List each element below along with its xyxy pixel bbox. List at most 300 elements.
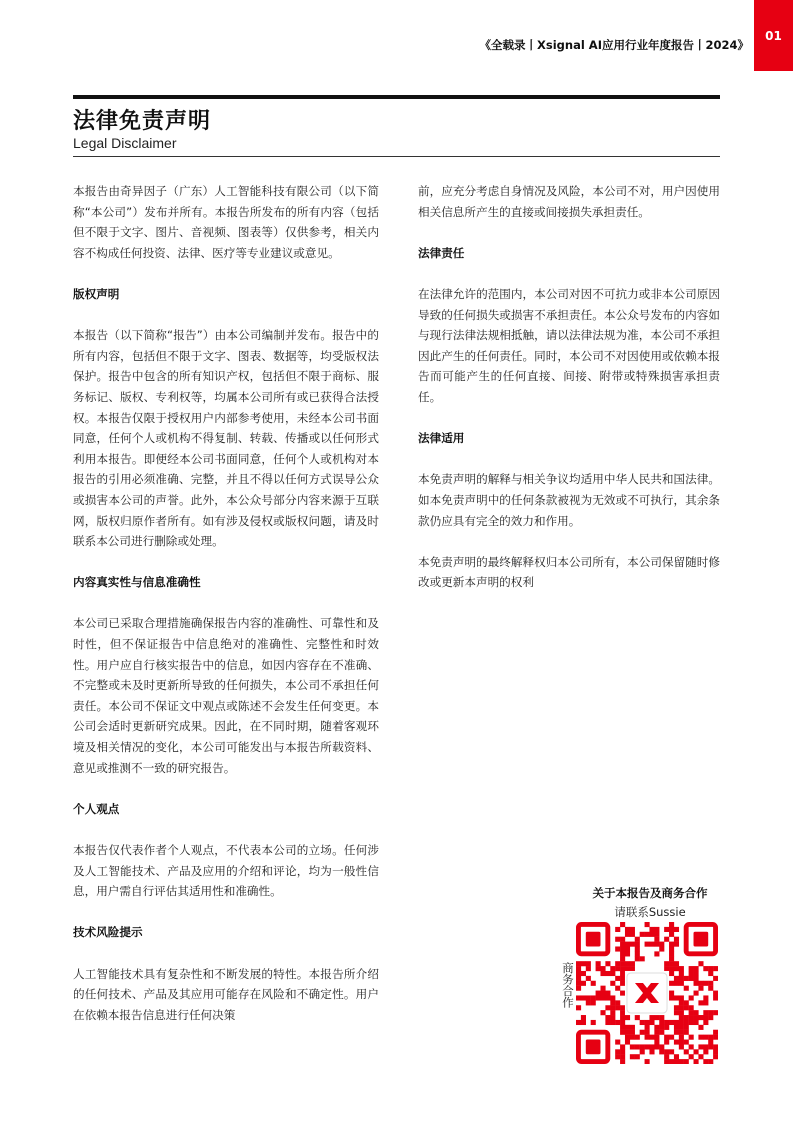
qr-module [703,1020,708,1025]
qr-finder-center [586,1040,601,1055]
qr-module [615,986,620,991]
qr-module [669,932,674,937]
qr-module [645,1035,650,1040]
copyright-heading: 版权声明 [73,286,120,301]
qr-module [610,1010,615,1015]
qr-module [620,1049,625,1054]
qr-module [679,1025,684,1030]
qr-module [669,1020,674,1025]
qr-module [659,1015,664,1020]
qr-module [679,1005,684,1010]
qr-module [610,1015,615,1020]
qr-module [679,1015,684,1020]
qr-module [694,1049,699,1054]
qr-module [669,971,674,976]
qr-module [645,922,650,927]
qr-module [689,1035,694,1040]
qr-module [630,1035,635,1040]
qr-module [698,1054,703,1059]
qr-module [679,1044,684,1049]
qr-module [620,1030,625,1035]
qr-module [596,961,601,966]
qr-module [669,942,674,947]
qr-module [630,1025,635,1030]
qr-module [605,991,610,996]
qr-module [576,966,581,971]
qr-module [615,937,620,942]
qr-module [610,966,615,971]
qr-module [620,937,625,942]
qr-module [581,995,586,1000]
qr-module [625,961,630,966]
qr-module [689,1005,694,1010]
qr-module [713,991,718,996]
qr-module [664,1035,669,1040]
qr-module [635,937,640,942]
qr-module [698,1015,703,1020]
qr-module [605,971,610,976]
qr-module [698,986,703,991]
qr-module [649,927,654,932]
qr-module [654,951,659,956]
qr-module [576,981,581,986]
qr-module [674,1054,679,1059]
qr-module [620,1054,625,1059]
qr-module [694,966,699,971]
qr-module [649,1020,654,1025]
qr-module [600,966,605,971]
qr-module [576,986,581,991]
qr-module [698,981,703,986]
qr-code-icon[interactable] [576,922,718,1064]
qr-module [669,951,674,956]
qr-module [586,1000,591,1005]
qr-module [635,1035,640,1040]
qr-module [615,1054,620,1059]
qr-module [664,966,669,971]
qr-module [620,991,625,996]
qr-module [645,932,650,937]
page-number-tab [754,0,793,71]
qr-module [669,966,674,971]
qr-module [713,1049,718,1054]
qr-module [635,1054,640,1059]
qr-module [689,976,694,981]
qr-module [586,961,591,966]
qr-module [664,961,669,966]
qr-module [659,1025,664,1030]
qr-module [664,1054,669,1059]
qr-module [586,966,591,971]
qr-module [610,1005,615,1010]
qr-module [708,986,713,991]
qr-module [713,1044,718,1049]
qr-module [689,1010,694,1015]
qr-module [684,1000,689,1005]
qr-module [586,976,591,981]
qr-module [581,971,586,976]
qr-module [630,942,635,947]
qr-module [708,981,713,986]
qr-module [654,1040,659,1045]
qr-module [679,1010,684,1015]
qr-module [625,942,630,947]
qr-module [689,1020,694,1025]
qr-module [591,995,596,1000]
qr-module [703,1059,708,1064]
qr-module [615,961,620,966]
qr-module [630,1054,635,1059]
qr-module [684,1025,689,1030]
qr-module [620,956,625,961]
qr-module [625,1030,630,1035]
heading-rule-bottom [73,156,720,157]
qr-module [659,1049,664,1054]
page-subtitle: Legal Disclaimer [73,135,177,151]
qr-module [605,995,610,1000]
qr-module [630,1030,635,1035]
qr-module [600,995,605,1000]
qr-module [684,1059,689,1064]
qr-module [649,942,654,947]
qr-module [645,1059,650,1064]
qr-module [645,942,650,947]
qr-module [630,927,635,932]
qr-module [659,1030,664,1035]
qr-module [703,1049,708,1054]
copyright-paragraph: 本报告（以下简称“报告”）由本公司编制并发布。报告中的所有内容，包括但不限于文字、图表、数据等，均受版权法保护。报告中包含的所有知识产权，包括但不限于商标、服务标记、版权、专利权等，均属本公司所有或已获得合法授权。本报告仅限于授权用户内部参考使用，未经本公司书面同意，任何个人或机构不得复制、转载、传播或以任何形式利用本报告。即便经本公司书面同意，任何个人或机构对本报告的引用必须准确、完整，并且不得以任何方式误导公众或损害本公司的声誉。此外，本公众号部分内容来源于互联网，版权归原作者所有。如有涉及侵权或版权问题，请及时联系本公司进行删除或处理。 [73,328,379,549]
qr-module [615,1049,620,1054]
qr-module [625,1025,630,1030]
heading-rule-top [73,95,720,99]
qr-module [679,1059,684,1064]
qr-module [684,1030,689,1035]
qr-module [654,1015,659,1020]
qr-module [605,961,610,966]
qr-module [620,1015,625,1020]
qr-module [674,1059,679,1064]
qr-module [591,981,596,986]
qr-module [654,1035,659,1040]
qr-module [610,995,615,1000]
qr-module [674,927,679,932]
qr-module [625,932,630,937]
qr-module [654,1044,659,1049]
qr-module [664,1025,669,1030]
qr-module [630,961,635,966]
qr-module [694,981,699,986]
qr-module [620,966,625,971]
qr-module [635,1015,640,1020]
qr-module [674,1005,679,1010]
qr-module [630,932,635,937]
qr-module [669,981,674,986]
qr-module [615,976,620,981]
qr-module [708,1015,713,1020]
qr-module [645,1025,650,1030]
qr-module [649,1044,654,1049]
qr-module [615,1040,620,1045]
qr-module [620,942,625,947]
qr-module [654,1025,659,1030]
qr-module [596,991,601,996]
qr-module [679,966,684,971]
qr-module [684,1020,689,1025]
qr-module [635,1044,640,1049]
qr-module [654,927,659,932]
qr-module [669,946,674,951]
qr-module [600,1010,605,1015]
qr-module [659,1020,664,1025]
qr-module [615,1005,620,1010]
qr-module [674,1025,679,1030]
qr-module [674,942,679,947]
intro-paragraph: 本报告由奇异因子（广东）人工智能科技有限公司（以下简称“本公司”）发布并所有。本报告所发布的所有内容（包括但不限于文字、图片、音视频、图表等）仅供参考，相关内容不构成任何投资、法律、医疗等专业建议或意见。 [73,184,379,260]
qr-module [576,1020,581,1025]
qr-module [674,1040,679,1045]
qr-module [708,1040,713,1045]
qr-module [679,971,684,976]
qr-module [664,1059,669,1064]
qr-module [674,966,679,971]
qr-module [640,956,645,961]
qr-module [610,981,615,986]
qr-module [659,1044,664,1049]
qr-module [713,1030,718,1035]
qr-module [674,995,679,1000]
qr-module [698,1044,703,1049]
qr-module [664,1020,669,1025]
qr-module [581,961,586,966]
qr-module [698,1035,703,1040]
page-title: 法律免责声明 [73,109,212,134]
qr-module [605,1015,610,1020]
qr-module [703,966,708,971]
qr-module [620,1020,625,1025]
qr-module [620,981,625,986]
qr-module [708,971,713,976]
qr-module [698,961,703,966]
qr-module [625,1015,630,1020]
qr-module [669,956,674,961]
qr-module [600,986,605,991]
qr-module [684,1015,689,1020]
qr-module [679,981,684,986]
risk-heading: 技术风险提示 [73,925,143,940]
qr-module [703,1044,708,1049]
qr-module [694,1020,699,1025]
qr-module [684,976,689,981]
qr-module [649,1049,654,1054]
qr-module [615,927,620,932]
qr-module [630,1044,635,1049]
qr-module [620,1025,625,1030]
qr-module [620,971,625,976]
qr-module [605,1020,610,1025]
qr-module [694,971,699,976]
qr-module [684,1049,689,1054]
qr-module [640,1030,645,1035]
qr-module [684,1040,689,1045]
qr-module [669,1049,674,1054]
qr-module [654,1030,659,1035]
qr-module [689,995,694,1000]
qr-module [576,995,581,1000]
qr-module [615,1020,620,1025]
qr-module [635,951,640,956]
qr-module [610,1000,615,1005]
qr-module [659,946,664,951]
qr-module [679,1035,684,1040]
qr-module [625,1035,630,1040]
qr-module [698,1000,703,1005]
qr-module [659,942,664,947]
qr-module [591,1020,596,1025]
risk-paragraph: 人工智能技术具有复杂性和不断发展的特性。本报告所介绍的任何技术、产品及其应用可能存在风险和不确定性。用户在依赖本报告信息进行任何决策 [73,966,379,1022]
qr-module [669,995,674,1000]
contact-title: 关于本报告及商务合作 [592,886,708,900]
page-number: 01 [765,28,782,43]
qr-module [620,946,625,951]
qr-module [615,966,620,971]
qr-module [620,1059,625,1064]
qr-module [581,1015,586,1020]
qr-module [630,966,635,971]
qr-module [596,966,601,971]
qr-module [654,932,659,937]
qr-module [610,1020,615,1025]
accuracy-heading: 内容真实性与信息准确性 [73,575,201,590]
qr-module [689,1015,694,1020]
qr-module [703,1035,708,1040]
qr-module [694,1059,699,1064]
qr-module [674,981,679,986]
qr-module [635,942,640,947]
qr-module [576,976,581,981]
qr-module [679,1030,684,1035]
qr-module [694,976,699,981]
qr-module [596,995,601,1000]
qr-module [664,1040,669,1045]
qr-module [713,1035,718,1040]
qr-module [640,1049,645,1054]
qr-module [674,1020,679,1025]
qr-module [674,961,679,966]
final-paragraph: 本免责声明的最终解释权归本公司所有，本公司保留随时修改或更新本声明的权利 [418,554,720,590]
qr-module [703,1000,708,1005]
qr-module [576,1005,581,1010]
qr-module [713,995,718,1000]
qr-module [620,976,625,981]
qr-module [620,1010,625,1015]
qr-module [605,1005,610,1010]
qr-module [640,932,645,937]
accuracy-paragraph: 本公司已采取合理措施确保报告内容的准确性、可靠性和及时性，但不保证报告中信息绝对的准确性、完整性和时效性。用户应自行核实报告中的信息，如因内容存在不准确、不完整或未及时更新所导致的任何损失，本公司不承担任何责任。本公司不保证文中观点或陈述不会发生任何变更。本公司会适时更新研究成果。因此，在不同时期，随着客观环境及相关情况的变化，本公司可能发出与本报告所载资料、意见或推测不一致的研究报告。 [73,616,379,775]
qr-module [664,1049,669,1054]
qr-module [689,1044,694,1049]
qr-module [576,961,581,966]
qr-module [713,966,718,971]
qr-module [591,1000,596,1005]
qr-module [708,1059,713,1064]
qr-module [664,937,669,942]
opinion-paragraph: 本报告仅代表作者个人观点，不代表本公司的立场。任何涉及人工智能技术、产品及应用的介绍和评论，均为一般性信息，用户需自行评估其适用性和准确性。 [73,843,379,899]
qr-module [586,995,591,1000]
qr-module [610,971,615,976]
qr-module [674,1030,679,1035]
qr-module [679,976,684,981]
liability-paragraph: 在法律允许的范围内，本公司对因不可抗力或非本公司原因导致的任何损失或损害不承担责任。本公众号发布的内容如与现行法律法规相抵触，请以法律法规为准，本公司不承担因此产生的任何责任。同时，本公司不对因使用或依赖本报告而可能产生的任何直接、间接、附带或特殊损害承担责任。 [418,286,720,404]
qr-module [649,1015,654,1020]
qr-module [615,1000,620,1005]
qr-module [620,951,625,956]
qr-module [703,995,708,1000]
qr-module [640,1020,645,1025]
qr-module [620,961,625,966]
liability-heading: 法律责任 [418,245,465,260]
qr-module [669,961,674,966]
qr-module [625,966,630,971]
qr-module [625,946,630,951]
qr-module [674,937,679,942]
qr-module [679,1020,684,1025]
qr-module [703,1010,708,1015]
qr-module [703,1015,708,1020]
qr-module [625,927,630,932]
qr-module [649,932,654,937]
qr-module [679,1000,684,1005]
qr-module [713,1054,718,1059]
qr-module [694,1015,699,1020]
qr-module [669,1059,674,1064]
law-heading: 法律适用 [418,431,465,446]
qr-module [581,981,586,986]
qr-module [684,986,689,991]
qr-module [576,971,581,976]
qr-module [679,995,684,1000]
left-column [73,181,379,1046]
qr-module [708,966,713,971]
qr-module [698,1025,703,1030]
qr-module [694,991,699,996]
contact-subtitle: 请联系Sussie [614,905,686,919]
qr-module [703,981,708,986]
qr-module [635,956,640,961]
business-side-label: 商务合作 [561,962,575,1008]
qr-module [645,1020,650,1025]
qr-module [694,1010,699,1015]
qr-module [689,966,694,971]
qr-module [654,942,659,947]
qr-module [708,1035,713,1040]
qr-module [664,927,669,932]
qr-module [635,946,640,951]
qr-module [708,1010,713,1015]
qr-module [669,927,674,932]
qr-module [645,1030,650,1035]
risk-continued-paragraph: 前，应充分考虑自身情况及风险，本公司不对，用户因使用相关信息所产生的直接或间接损失承担责任。 [418,184,720,219]
qr-module [674,976,679,981]
qr-module [620,922,625,927]
law-paragraph: 本免责声明的解释与相关争议均适用中华人民共和国法律。如本免责声明中的任何条款被视为无效或不可执行，其余条款仍应具有完全的效力和作用。 [418,472,720,528]
qr-finder-center [586,932,601,947]
qr-module [689,1054,694,1059]
qr-module [600,991,605,996]
qr-module [645,1044,650,1049]
qr-module [669,1035,674,1040]
qr-module [654,937,659,942]
qr-module [669,922,674,927]
